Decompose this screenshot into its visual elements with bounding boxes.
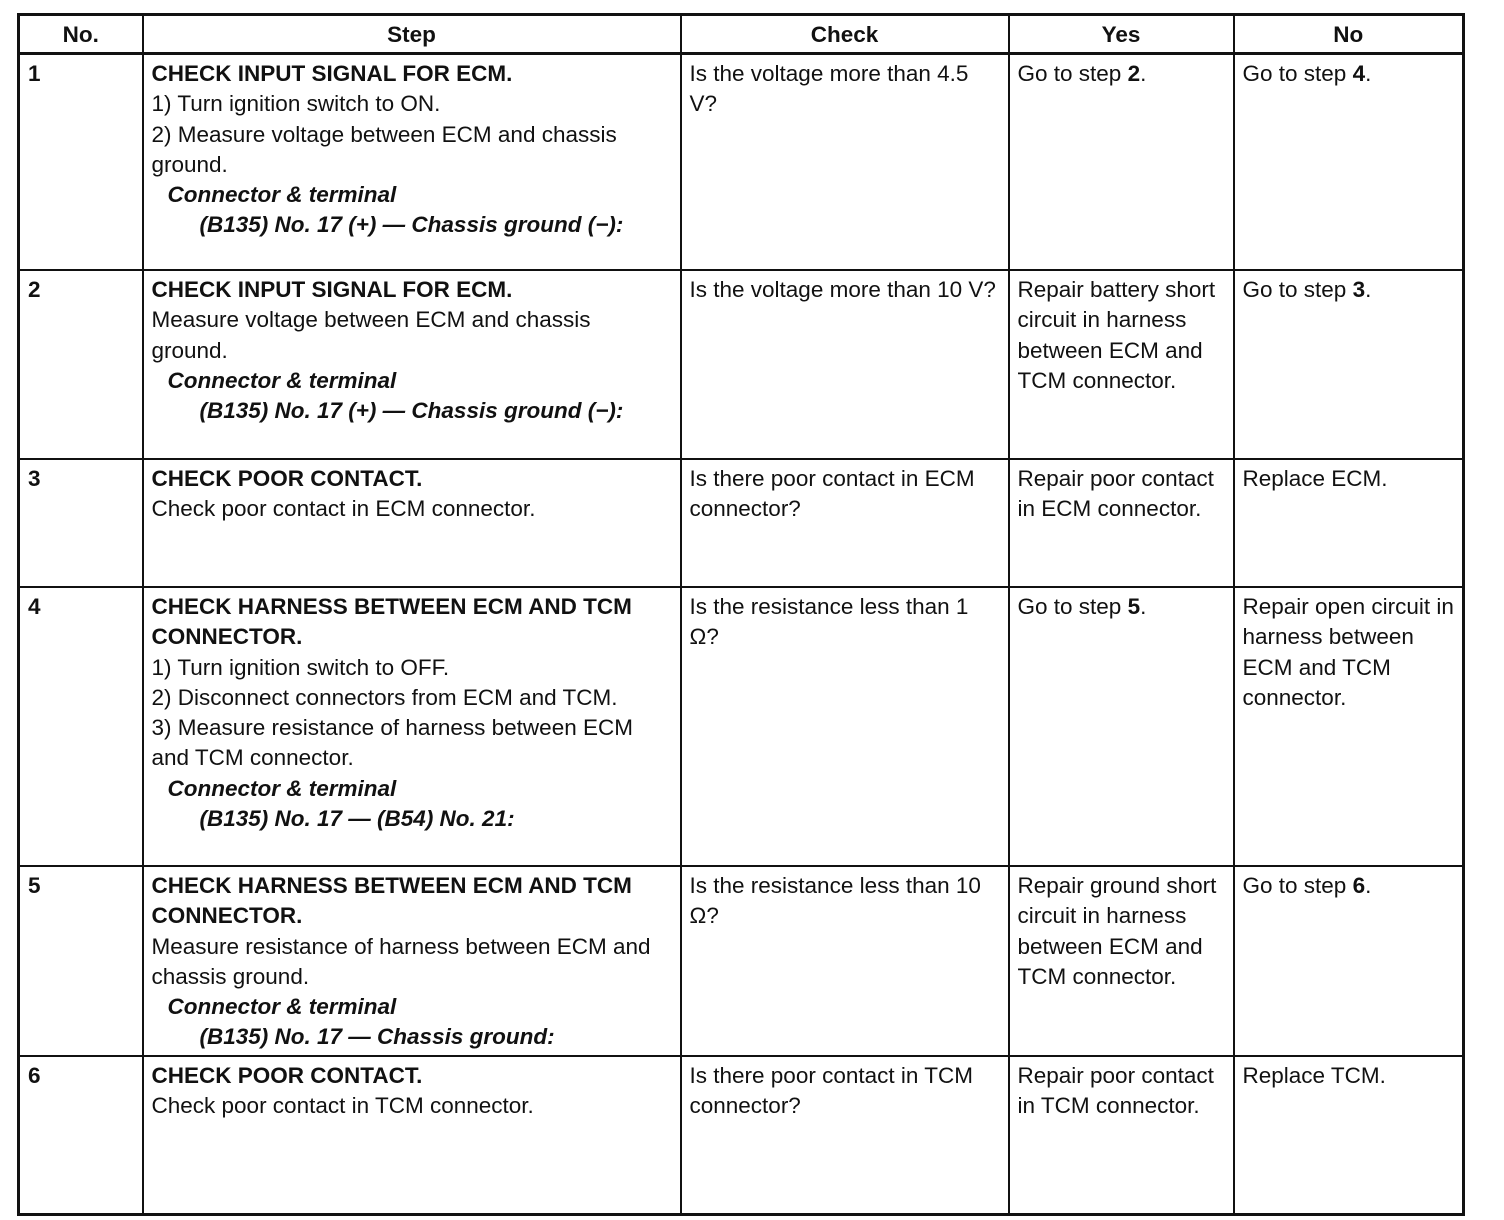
yes-cell [1009, 866, 1234, 1056]
no-cell: Go to step 3. [1234, 270, 1464, 459]
yes-action: Repair poor contact in ECM connector. [1017, 466, 1214, 522]
step-number: 1 [19, 54, 143, 271]
check-question: Is there poor contact in TCM connector? [689, 1062, 973, 1119]
check-question: Is the voltage more than 10 V? [689, 277, 996, 302]
header-step: Step [143, 15, 681, 54]
step-instruction: Check poor contact in TCM connector. [151, 1093, 534, 1119]
yes-cell: Go to step 2. [1009, 54, 1234, 271]
table-row [19, 459, 1464, 587]
step-title: CHECK HARNESS BETWEEN ECM AND TCM CONNECTOR. [151, 873, 632, 929]
yes-cell: Go to step 5. [1009, 587, 1234, 866]
no-cell [1234, 1056, 1464, 1215]
no-cell [1234, 459, 1464, 587]
yes-action: Go to step [1017, 61, 1122, 86]
table-row [19, 1056, 1464, 1215]
connector-label: Connector & terminal [167, 994, 397, 1020]
step-instruction: 1) Turn ignition switch to ON. [151, 91, 441, 117]
check-question: Is the resistance less than 1 Ω? [689, 594, 969, 650]
connector-terminal: (B135) No. 17 (+) — Chassis ground (−): [199, 212, 624, 238]
table-row [19, 866, 1464, 1056]
no-cell: Go to step 6. [1234, 866, 1464, 1056]
yes-step-ref: 2 [1127, 61, 1141, 86]
no-step-ref: 3 [1352, 277, 1366, 302]
yes-action: Go to step [1017, 594, 1122, 619]
header-yes: Yes [1009, 15, 1234, 54]
check-question: Is the resistance less than 10 Ω? [689, 873, 981, 929]
no-action: Go to step [1242, 61, 1347, 86]
check-cell [681, 459, 1009, 587]
connector-label: Connector & terminal [167, 182, 397, 208]
check-cell [681, 1056, 1009, 1215]
step-cell [143, 866, 681, 1056]
step-title: CHECK INPUT SIGNAL FOR ECM. [151, 277, 513, 302]
yes-cell [1009, 1056, 1234, 1215]
no-cell: Go to step 4. [1234, 54, 1464, 271]
step-instruction: 1) Turn ignition switch to OFF. [151, 654, 450, 680]
step-cell [143, 270, 681, 459]
diagnostic-table [17, 13, 1465, 1216]
header-no: No. [19, 15, 143, 54]
step-instruction: Check poor contact in ECM connector. [151, 496, 536, 522]
step-instruction: 3) Measure resistance of harness between ECM and TCM connector. [151, 715, 633, 771]
no-cell [1234, 587, 1464, 866]
yes-cell [1009, 270, 1234, 459]
check-cell [681, 866, 1009, 1056]
check-question: Is there poor contact in ECM connector? [689, 466, 975, 522]
no-step-ref: 4 [1352, 61, 1366, 86]
connector-terminal: (B135) No. 17 — Chassis ground: [199, 1024, 555, 1050]
connector-label: Connector & terminal [167, 367, 397, 393]
yes-step-ref: 5 [1127, 594, 1141, 619]
connector-terminal: (B135) No. 17 — (B54) No. 21: [199, 806, 515, 832]
check-question: Is the voltage more than 4.5 V? [689, 61, 969, 117]
header-no-col: No [1234, 15, 1464, 54]
check-cell [681, 587, 1009, 866]
header-row [19, 15, 1464, 54]
check-cell [681, 54, 1009, 271]
step-title: CHECK POOR CONTACT. [151, 1062, 423, 1088]
yes-action: Repair ground short circuit in harness between ECM and TCM connector. [1017, 873, 1217, 989]
table-row [19, 587, 1464, 866]
step-cell [143, 1056, 681, 1215]
step-title: CHECK HARNESS BETWEEN ECM AND TCM CONNECTOR. [151, 594, 632, 650]
table-row [19, 270, 1464, 459]
table-row [19, 54, 1464, 271]
no-action: Replace TCM. [1242, 1062, 1386, 1088]
step-cell [143, 587, 681, 866]
step-instruction: 2) Disconnect connectors from ECM and TCM. [151, 684, 618, 710]
no-action: Replace ECM. [1242, 466, 1388, 491]
header-check: Check [681, 15, 1009, 54]
step-title: CHECK INPUT SIGNAL FOR ECM. [151, 61, 513, 86]
yes-action: Repair poor contact in TCM connector. [1017, 1062, 1214, 1119]
yes-cell [1009, 459, 1234, 587]
connector-terminal: (B135) No. 17 (+) — Chassis ground (−): [199, 398, 624, 424]
connector-label: Connector & terminal [167, 775, 397, 801]
step-cell [143, 54, 681, 271]
step-cell [143, 459, 681, 587]
no-step-ref: 6 [1352, 873, 1366, 898]
check-cell [681, 270, 1009, 459]
step-number: 6 [19, 1056, 143, 1215]
yes-action: Repair battery short circuit in harness between ECM and TCM connector. [1017, 277, 1216, 393]
step-title: CHECK POOR CONTACT. [151, 466, 423, 491]
no-action: Go to step [1242, 277, 1347, 302]
step-instruction: Measure voltage between ECM and chassis ground. [151, 307, 591, 363]
step-instruction: Measure resistance of harness between ECM and chassis ground. [151, 933, 651, 989]
step-number: 5 [19, 866, 143, 1056]
no-action: Go to step [1242, 873, 1347, 898]
step-number: 4 [19, 587, 143, 866]
step-instruction: 2) Measure voltage between ECM and chassis ground. [151, 121, 617, 177]
step-number: 2 [19, 270, 143, 459]
step-number: 3 [19, 459, 143, 587]
no-action: Repair open circuit in harness between ECM and TCM connector. [1242, 594, 1454, 710]
